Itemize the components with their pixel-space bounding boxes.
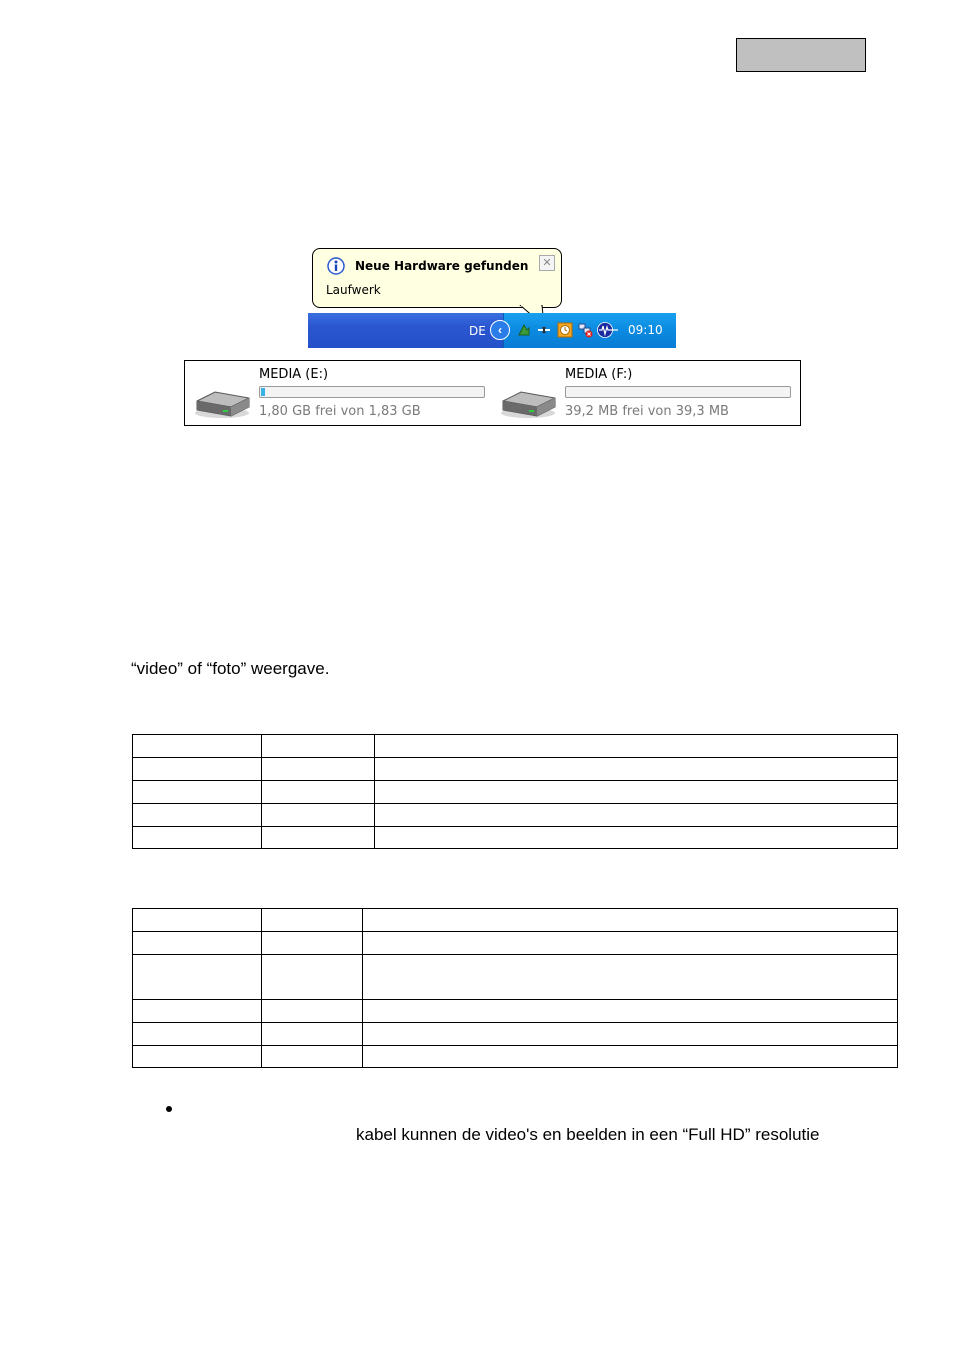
table-cell bbox=[262, 955, 363, 1000]
table-cell bbox=[363, 1000, 898, 1023]
table-cell bbox=[262, 804, 375, 827]
table-cell bbox=[375, 804, 898, 827]
table-cell bbox=[375, 735, 898, 758]
language-indicator[interactable]: DE bbox=[469, 324, 486, 338]
drive-free-space: 1,80 GB frei von 1,83 GB bbox=[259, 404, 421, 419]
notification-title: Neue Hardware gefunden bbox=[355, 259, 529, 273]
table-cell bbox=[133, 1023, 262, 1046]
bullet-point bbox=[166, 1106, 172, 1112]
taskbar-clock[interactable]: 09:10 bbox=[628, 323, 663, 337]
table-cell bbox=[133, 955, 262, 1000]
table-cell bbox=[133, 781, 262, 804]
taskbar bbox=[308, 313, 675, 348]
removable-drive-icon bbox=[193, 387, 251, 419]
table-row bbox=[133, 781, 898, 804]
table-cell bbox=[363, 932, 898, 955]
table-cell bbox=[133, 1000, 262, 1023]
table-cell bbox=[133, 804, 262, 827]
table-cell bbox=[262, 735, 375, 758]
hdmi-note-text: kabel kunnen de video's en beelden in een “Full HD” resolutie bbox=[356, 1125, 820, 1144]
network-tray-icon[interactable] bbox=[516, 322, 532, 338]
drive-name: MEDIA (E:) bbox=[259, 367, 329, 382]
drive-free-space: 39,2 MB frei von 39,3 MB bbox=[565, 404, 729, 419]
table-row bbox=[133, 932, 898, 955]
table-cell bbox=[262, 909, 363, 932]
system-tray bbox=[498, 313, 676, 348]
language-label-box bbox=[736, 38, 866, 72]
table-cell bbox=[262, 1046, 363, 1068]
drive-usage-fill bbox=[261, 388, 265, 396]
table-cell bbox=[262, 781, 375, 804]
close-notification-button[interactable]: ✕ bbox=[539, 255, 555, 271]
drives-panel bbox=[184, 360, 801, 426]
table-cell bbox=[262, 758, 375, 781]
removable-drive-icon bbox=[499, 387, 557, 419]
drive-item[interactable] bbox=[491, 361, 797, 425]
table-cell bbox=[133, 932, 262, 955]
drive-usage-bar bbox=[259, 386, 485, 398]
drive-usage-bar bbox=[565, 386, 791, 398]
settings-table-1 bbox=[132, 734, 898, 849]
table-cell bbox=[262, 932, 363, 955]
table-row bbox=[133, 909, 898, 932]
table-row bbox=[133, 735, 898, 758]
table-row bbox=[133, 758, 898, 781]
table-cell bbox=[375, 781, 898, 804]
drive-item[interactable] bbox=[185, 361, 491, 425]
table-cell bbox=[363, 1046, 898, 1068]
table-cell bbox=[262, 827, 375, 849]
table-cell bbox=[133, 735, 262, 758]
table-row bbox=[133, 1000, 898, 1023]
notification-message: Laufwerk bbox=[326, 283, 381, 297]
new-hardware-notification[interactable] bbox=[312, 248, 562, 308]
info-icon bbox=[327, 257, 345, 275]
table-cell bbox=[133, 758, 262, 781]
table-row bbox=[133, 1046, 898, 1068]
table-row bbox=[133, 804, 898, 827]
table-cell bbox=[133, 1046, 262, 1068]
table-cell bbox=[363, 1023, 898, 1046]
playback-modes-text: “video” of “foto” weergave. bbox=[131, 659, 330, 678]
audio-wave-icon[interactable] bbox=[597, 322, 619, 338]
table-cell bbox=[262, 1000, 363, 1023]
table-cell bbox=[363, 909, 898, 932]
drive-name: MEDIA (F:) bbox=[565, 367, 633, 382]
table-row bbox=[133, 1023, 898, 1046]
table-cell bbox=[133, 909, 262, 932]
table-row bbox=[133, 827, 898, 849]
table-cell bbox=[375, 758, 898, 781]
network-error-icon[interactable] bbox=[577, 322, 593, 338]
table-cell bbox=[262, 1023, 363, 1046]
settings-table-2 bbox=[132, 908, 898, 1068]
show-hidden-icons-icon[interactable]: ‹ bbox=[490, 320, 510, 340]
safely-remove-hardware-icon[interactable] bbox=[536, 322, 552, 338]
table-cell bbox=[363, 955, 898, 1000]
table-cell bbox=[375, 827, 898, 849]
table-cell bbox=[133, 827, 262, 849]
clock-tray-icon[interactable] bbox=[557, 322, 573, 338]
table-row bbox=[133, 955, 898, 1000]
